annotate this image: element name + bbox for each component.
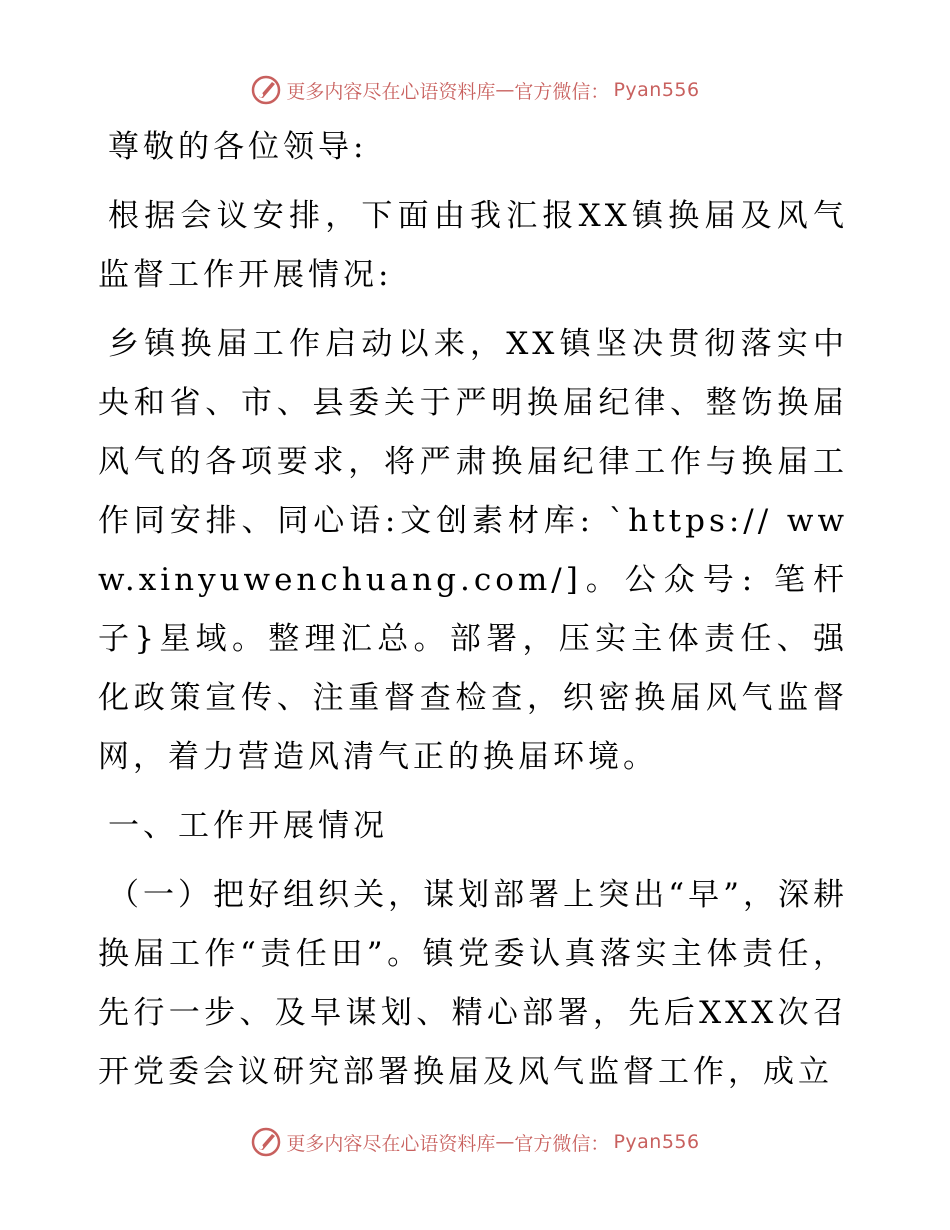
watermark-official-label: 官方微信 [514, 80, 591, 103]
watermark-site-text: 更多内容尽在心语资料库 [286, 1132, 496, 1155]
section-heading-1: 一、工作开展情况 [108, 808, 388, 844]
watermark-separator: — [495, 79, 515, 101]
footer-watermark [0, 1122, 950, 1162]
quill-seal-logo-icon [250, 1126, 282, 1158]
subsection-paragraph-1: （一）把好组织关，谋划部署上突出“早”，深耕换届工作“责任田”。镇党委认真落实主体责任，先行一步、及早谋划、精心部署，先后XXX次召开党委会议研究部署换届及风气监督工作，成立 [98, 877, 848, 1090]
quill-seal-logo-icon [250, 74, 282, 106]
watermark-wechat-id: Pyan556 [613, 79, 700, 101]
intro-paragraph: 根据会议安排，下面由我汇报XX镇换届及风气监督工作开展情况: [98, 198, 848, 293]
watermark-colon: ： [590, 1132, 610, 1155]
watermark-site-text: 更多内容尽在心语资料库 [286, 80, 496, 103]
watermark-separator: — [495, 1131, 515, 1153]
watermark-official-label: 官方微信 [514, 1132, 591, 1155]
document-body [98, 118, 848, 1102]
body-paragraph-1: 乡镇换届工作启动以来，XX镇坚决贯彻落实中央和省、市、县委关于严明换届纪律、整饬换届风气的各项要求，将严肃换届纪律工作与换届工作同安排、同心语:文创素材库: `https:// www.xinyuwenchuang.com/]。公众号: 笔杆子}星域。整理汇总。部署，压实主体责任、强化政策宣传、注重督查检查，织密换届风气监督网，着力营造风清气正的换届环境。 [98, 326, 848, 775]
watermark-colon: ： [590, 80, 610, 103]
watermark-wechat-id: Pyan556 [613, 1131, 700, 1153]
header-watermark [0, 70, 950, 110]
salutation: 尊敬的各位领导: [108, 129, 368, 165]
